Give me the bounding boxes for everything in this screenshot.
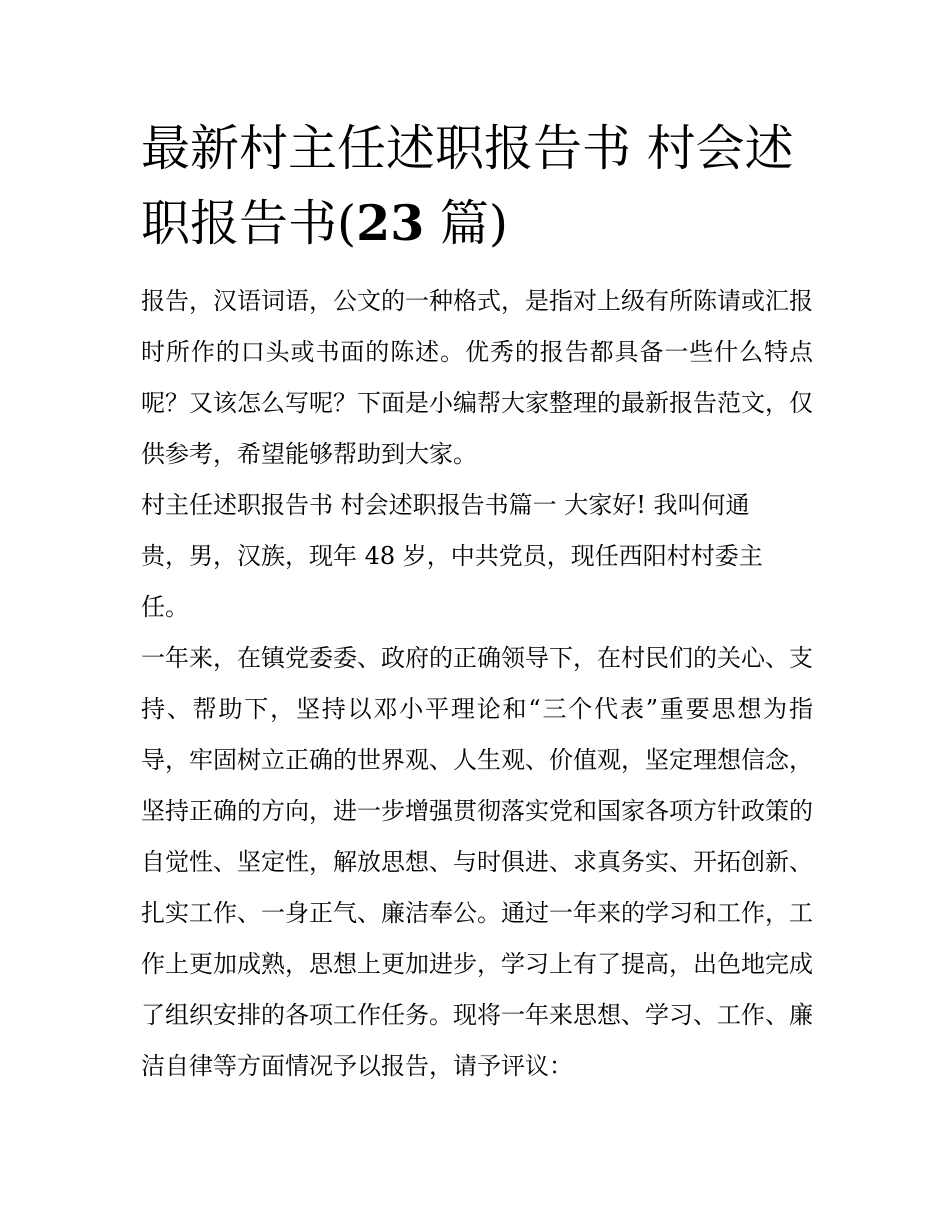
title-count: 23 [356, 194, 425, 252]
annual-summary-paragraph: 一年来，在镇党委委、政府的正确领导下，在村民们的关心、支持、帮助下，坚持以邓小平理论和“三个代表”重要思想为指导，牢固树立正确的世界观、人生观、价值观，坚定理想信念，坚持正确的方向，进一步增强贯彻落实党和国家各项方针政策的自觉性、坚定性，解放思想、与时俱进、求真务实、开拓创新、扎实工作、一身正气、廉洁奉公。通过一年来的学习和工作，工作上更加成熟，思想上更加进步，学习上有了提高，出色地完成了组织安排的各项工作任务。现将一年来思想、学习、工作、廉洁自律等方面情况予以报告，请予评议： [141, 644, 813, 1080]
intro-paragraph: 报告，汉语词语，公文的一种格式，是指对上级有所陈请或汇报时所作的口头或书面的陈述。优秀的报告都具备一些什么特点呢？又该怎么写呢？下面是小编帮大家整理的最新报告范文，仅供参考，希望能够帮助到大家。 [141, 287, 813, 468]
document-body [141, 276, 813, 1092]
self-introduction-paragraph: 村主任述职报告书 村会述职报告书篇一 大家好! 我叫何通贵，男，汉族，现年 48 岁，中共党员，现任西阳村村委主任。 [141, 491, 763, 621]
title-text-part1: 最新村主任述职报告书 村会述职报告书( [141, 120, 794, 252]
title-text-part2: 篇) [424, 195, 509, 252]
document-title [141, 112, 821, 261]
